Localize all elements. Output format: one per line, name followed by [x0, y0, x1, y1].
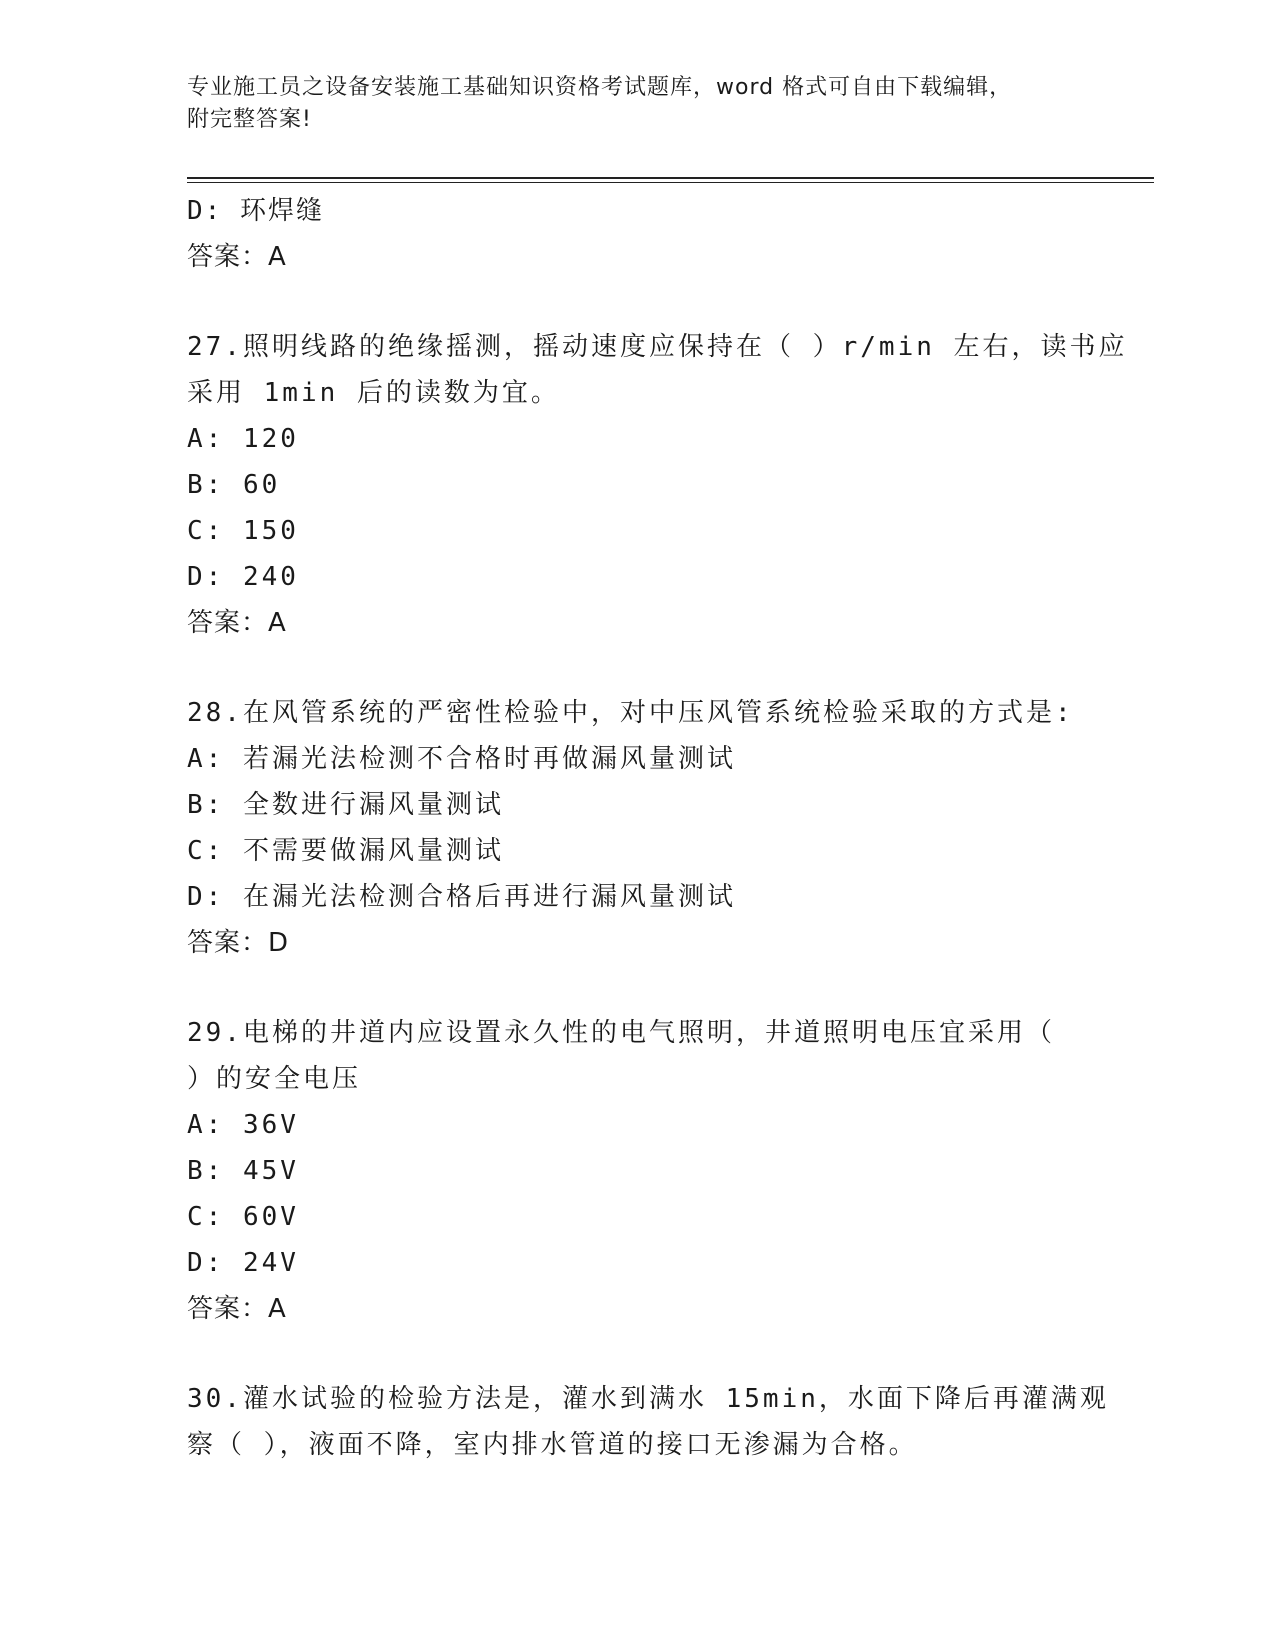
- option-b: B: 45V: [187, 1156, 299, 1186]
- option-d: D: 在漏光法检测合格后再进行漏风量测试: [187, 882, 736, 912]
- answer-line: 答案：A: [187, 1294, 287, 1324]
- header-line-1: 专业施工员之设备安装施工基础知识资格考试题库，word 格式可自由下载编辑，: [187, 75, 1013, 100]
- question-27: [187, 324, 1128, 646]
- question-28: [187, 690, 1087, 966]
- option-b: B: 全数进行漏风量测试: [187, 790, 504, 820]
- option-d: D: 环焊缝: [187, 196, 324, 226]
- option-a: A: 若漏光法检测不合格时再做漏风量测试: [187, 744, 736, 774]
- question-stem: 28.在风管系统的严密性检验中，对中压风管系统检验采取的方式是:: [187, 698, 1074, 728]
- header-divider-thin: [187, 182, 1154, 183]
- option-c: C: 60V: [187, 1202, 299, 1232]
- option-d: D: 240: [187, 562, 299, 592]
- question-stem: 采用 1min 后的读数为宜。: [187, 378, 560, 408]
- question-30: [187, 1376, 1109, 1468]
- question-stem: 29.电梯的井道内应设置永久性的电气照明，井道照明电压宜采用（: [187, 1018, 1055, 1048]
- question-stem: ）的安全电压: [187, 1064, 362, 1094]
- option-d: D: 24V: [187, 1248, 299, 1278]
- answer-line: 答案：A: [187, 608, 287, 638]
- question-stem: 察（ ），液面不降，室内排水管道的接口无渗漏为合格。: [187, 1430, 918, 1460]
- question-29: [187, 1010, 1087, 1332]
- answer-line: 答案：A: [187, 242, 287, 272]
- option-a: A: 120: [187, 424, 299, 454]
- answer-line: 答案：D: [187, 928, 290, 958]
- document-header: [187, 72, 1067, 136]
- option-a: A: 36V: [187, 1110, 299, 1140]
- header-line-2: 附完整答案!: [187, 107, 312, 132]
- header-divider-thick: [187, 177, 1154, 179]
- option-b: B: 60: [187, 470, 281, 500]
- option-c: C: 150: [187, 516, 299, 546]
- question-content: [187, 188, 1128, 1468]
- option-c: C: 不需要做漏风量测试: [187, 836, 504, 866]
- question-stem: 30.灌水试验的检验方法是，灌水到满水 15min，水面下降后再灌满观: [187, 1384, 1109, 1414]
- question-stem: 27.照明线路的绝缘摇测，摇动速度应保持在（ ）r/min 左右，读书应: [187, 332, 1128, 362]
